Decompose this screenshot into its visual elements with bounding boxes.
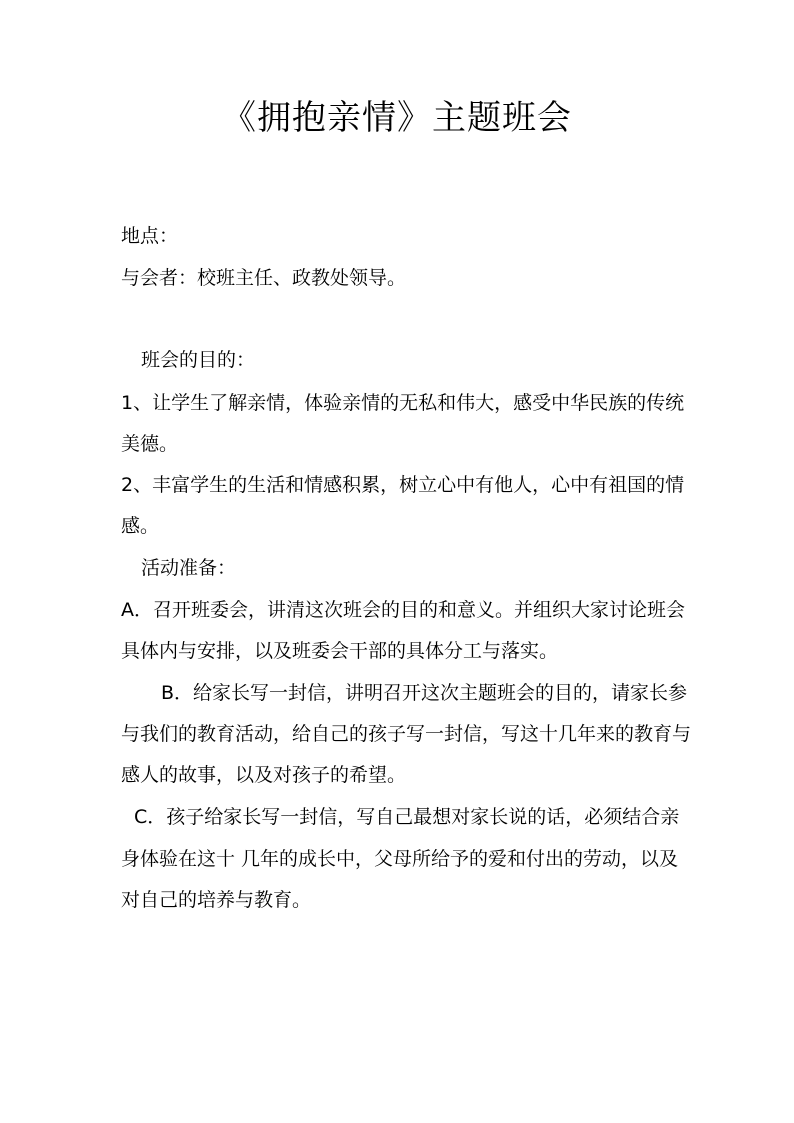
attendees-line: 与会者：校班主任、政教处领导。 (121, 267, 407, 289)
purpose-item-1-line-1: 1、让学生了解亲情，体验亲情的无私和伟大，感受中华民族的传统 (121, 392, 685, 414)
preparation-a-line-1: A．召开班委会，讲清这次班会的目的和意义。并组织大家讨论班会 (121, 599, 685, 621)
purpose-item-2-line-2: 感。 (121, 515, 160, 537)
preparation-heading: 活动准备： (141, 557, 237, 579)
preparation-b-line-2: 与我们的教育活动，给自己的孩子写一封信，写这十几年来的教育与 (121, 723, 692, 745)
document-title: 《拥抱亲情》主题班会 (222, 98, 572, 138)
preparation-a-line-2: 具体内与安排，以及班委会干部的具体分工与落实。 (121, 640, 559, 662)
purpose-heading: 班会的目的： (141, 349, 256, 371)
preparation-c-line-2: 身体验在这十 几年的成长中，父母所给予的爱和付出的劳动，以及 (121, 848, 679, 870)
preparation-b-line-3: 感人的故事，以及对孩子的希望。 (121, 764, 407, 786)
preparation-b-line-1: B．给家长写一封信，讲明召开这次主题班会的目的，请家长参 (161, 682, 688, 704)
location-label: 地点： (121, 225, 179, 247)
purpose-item-1-line-2: 美德。 (121, 433, 179, 455)
preparation-c-line-1: C．孩子给家长写一封信，写自己最想对家长说的话，必须结合亲 (134, 806, 680, 828)
purpose-item-2-line-1: 2、丰富学生的生活和情感积累，树立心中有他人，心中有祖国的情 (121, 474, 685, 496)
preparation-c-line-3: 对自己的培养与教育。 (121, 889, 312, 911)
